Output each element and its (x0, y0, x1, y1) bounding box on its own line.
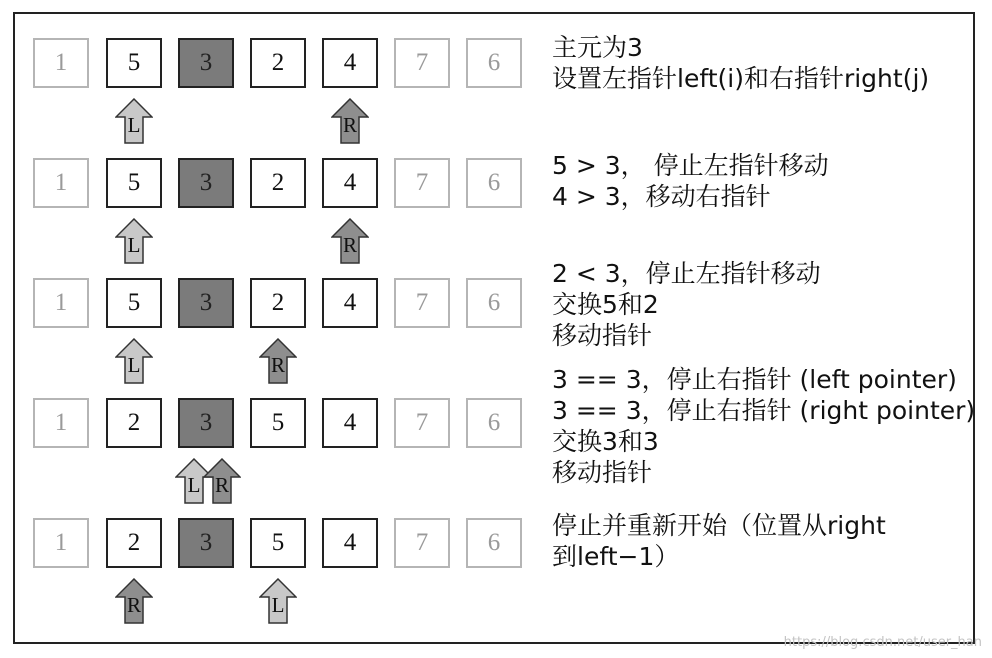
array-cell (250, 278, 306, 328)
right-pointer-arrow (331, 218, 369, 264)
cell-value: 1 (54, 169, 68, 196)
right-pointer-arrow (259, 338, 297, 384)
cell-value: 2 (127, 409, 141, 436)
cell-value: 5 (127, 169, 141, 196)
array-cell (466, 158, 522, 208)
array-cell (250, 38, 306, 88)
step-description-line: 2 < 3，停止左指针移动 (552, 259, 821, 288)
pivot-cell (178, 278, 234, 328)
step-description-line: 主元为3 (552, 33, 643, 62)
left-pointer-arrow (259, 578, 297, 624)
cell-value: 4 (343, 409, 357, 436)
cell-value: 5 (271, 409, 285, 436)
step-description-line: 交换3和3 (552, 427, 659, 456)
left-pointer-arrow (115, 98, 153, 144)
array-cell (106, 38, 162, 88)
step-description-line: 5 > 3， 停止左指针移动 (552, 151, 829, 180)
cell-value: 6 (487, 529, 501, 556)
cell-value: 1 (54, 409, 68, 436)
array-cell (322, 518, 378, 568)
cell-value: 7 (415, 289, 429, 316)
array-cell (322, 278, 378, 328)
cell-value: 3 (199, 49, 213, 76)
array-cell (394, 278, 450, 328)
pivot-cell (178, 398, 234, 448)
pointer-label: R (342, 233, 357, 257)
array-cell (394, 158, 450, 208)
right-pointer-arrow (331, 98, 369, 144)
step-description (552, 510, 886, 572)
array-cell (394, 38, 450, 88)
cell-value: 2 (271, 289, 285, 316)
cell-value: 1 (54, 289, 68, 316)
array-cell (394, 518, 450, 568)
cell-value: 3 (199, 289, 213, 316)
pivot-cell (178, 38, 234, 88)
array-cell (106, 158, 162, 208)
step-description-line: 设置左指针left(i)和右指针right(j) (552, 64, 930, 93)
cell-value: 4 (343, 289, 357, 316)
array-cell (322, 158, 378, 208)
array-cell (322, 38, 378, 88)
step-description-line: 停止并重新开始（位置从right (552, 511, 886, 540)
cell-value: 7 (415, 49, 429, 76)
array-cell (250, 398, 306, 448)
step-description (552, 258, 821, 351)
cell-value: 7 (415, 529, 429, 556)
cell-value: 3 (199, 409, 213, 436)
cell-value: 2 (271, 49, 285, 76)
cell-value: 5 (127, 289, 141, 316)
array-cell (33, 398, 89, 448)
cell-value: 4 (343, 529, 357, 556)
pointer-label: L (127, 113, 141, 137)
step-description-line: 3 == 3，停止右指针 (right pointer) (552, 396, 976, 425)
array-cell (250, 518, 306, 568)
cell-value: 6 (487, 169, 501, 196)
array-cell (466, 398, 522, 448)
step-description-line: 移动指针 (552, 321, 653, 350)
cell-value: 2 (127, 529, 141, 556)
array-cell (250, 158, 306, 208)
array-cell (106, 398, 162, 448)
pointer-label: R (214, 473, 229, 497)
cell-value: 4 (343, 169, 357, 196)
array-cell (33, 158, 89, 208)
step-description-line: 4 > 3，移动右指针 (552, 182, 771, 211)
step-description-line: 移动指针 (552, 458, 653, 487)
cell-value: 4 (343, 49, 357, 76)
pointer-label: R (342, 113, 357, 137)
pivot-cell (178, 518, 234, 568)
step-description (552, 32, 929, 94)
cell-value: 6 (487, 409, 501, 436)
cell-value: 3 (199, 529, 213, 556)
cell-value: 1 (54, 49, 68, 76)
cell-value: 7 (415, 409, 429, 436)
step-description-line: 交换5和2 (552, 290, 659, 319)
pointer-label: L (187, 473, 201, 497)
left-pointer-arrow (115, 218, 153, 264)
pointer-label: L (127, 353, 141, 377)
step-description (552, 364, 975, 488)
watermark: https://blog.csdn.net/user_han (783, 635, 982, 650)
step-description (552, 150, 829, 212)
array-cell (466, 278, 522, 328)
cell-value: 5 (271, 529, 285, 556)
right-pointer-arrow (203, 458, 241, 504)
cell-value: 6 (487, 49, 501, 76)
cell-value: 5 (127, 49, 141, 76)
pointer-label: L (271, 593, 285, 617)
array-cell (466, 38, 522, 88)
array-cell (106, 278, 162, 328)
pointer-label: R (126, 593, 141, 617)
pivot-cell (178, 158, 234, 208)
array-cell (106, 518, 162, 568)
cell-value: 2 (271, 169, 285, 196)
array-cell (394, 398, 450, 448)
right-pointer-arrow (115, 578, 153, 624)
array-cell (33, 278, 89, 328)
step-description-line: 到left−1） (552, 542, 680, 571)
cell-value: 1 (54, 529, 68, 556)
pointer-label: R (270, 353, 285, 377)
cell-value: 6 (487, 289, 501, 316)
array-cell (33, 518, 89, 568)
array-cell (322, 398, 378, 448)
step-description-line: 3 == 3，停止右指针 (left pointer) (552, 365, 957, 394)
array-cell (466, 518, 522, 568)
cell-value: 3 (199, 169, 213, 196)
left-pointer-arrow (115, 338, 153, 384)
cell-value: 7 (415, 169, 429, 196)
array-cell (33, 38, 89, 88)
pointer-label: L (127, 233, 141, 257)
